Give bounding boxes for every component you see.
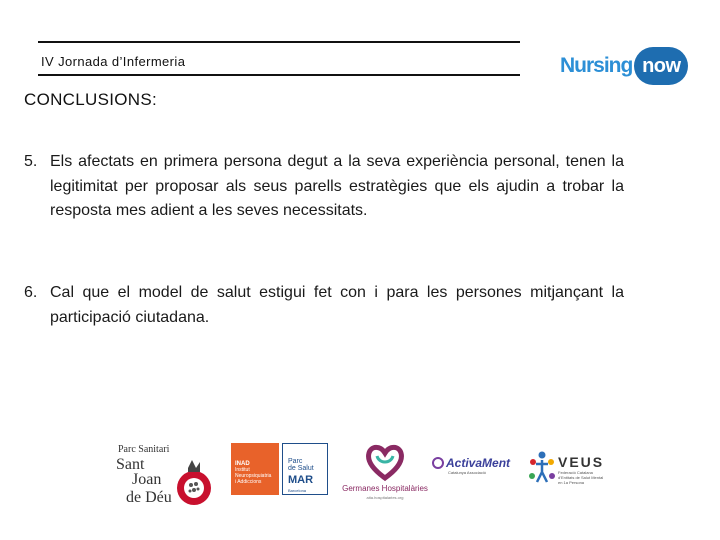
- parc-de-salut-mar-logo: [282, 443, 328, 495]
- mar-name: MAR: [288, 474, 314, 486]
- gh-sub: aita.hospitalaries.org: [366, 495, 404, 500]
- pomegranate-icon: [170, 458, 214, 508]
- event-title: IV Jornada d’Infermeria: [41, 54, 186, 69]
- sjd-line3: Joan: [132, 471, 162, 488]
- inad-title: INAD: [235, 461, 250, 467]
- sjd-line2: Sant: [116, 456, 145, 473]
- inad-line: i Addiccions: [235, 479, 262, 485]
- list-item: [24, 281, 624, 330]
- germanes-hospitalaries-logo: [340, 442, 430, 502]
- list-item-text: Els afectats en primera persona degut a la seva experiència personal, tenen la legitimitat per proposar als seus parells estratègies que els ajudin a trobar la resposta mes adient a les seves necessitats.: [50, 153, 624, 219]
- list-item: [24, 150, 624, 224]
- list-item-number: 5.: [24, 153, 38, 170]
- am-name: ActivaMent: [446, 456, 511, 470]
- heart-icon: [365, 442, 405, 482]
- nursing-now-logo: [560, 44, 688, 88]
- list-item-text: Cal que el model de salut estigui fet con i para les persones mitjançant la participació ciutadana.: [50, 284, 624, 326]
- sant-joan-de-deu-logo: [114, 442, 214, 512]
- sjd-line4: de Déu: [126, 489, 172, 506]
- inad-line: Institut: [235, 467, 250, 473]
- list-item-number: 6.: [24, 284, 38, 301]
- partner-logos: [0, 430, 720, 530]
- mar-sub: Barcelona: [288, 488, 307, 493]
- veus-logo: [528, 450, 608, 484]
- inad-line: Neuropsiquiatria: [235, 473, 272, 479]
- activament-icon: [432, 457, 444, 469]
- gh-name: Germanes Hospitalàries: [342, 484, 428, 493]
- sjd-line1: Parc Sanitari: [118, 444, 170, 455]
- veus-name: VEUS: [558, 454, 605, 470]
- mar-line1: Parc de Salut: [288, 458, 314, 472]
- brand-bubble: now: [634, 47, 688, 85]
- people-icon: [528, 450, 556, 484]
- veus-sub: Federació Catalana d'Entitats de Salut Mental en 1a Persona: [558, 470, 604, 485]
- inad-logo: [231, 443, 279, 495]
- am-sub: Catalunya Associació: [448, 470, 487, 475]
- header-rule-top: [38, 41, 520, 43]
- activament-logo: [432, 454, 512, 484]
- section-heading: CONCLUSIONS:: [24, 90, 158, 109]
- brand-word: Nursing: [560, 54, 633, 77]
- header-rule-bottom: [38, 74, 520, 76]
